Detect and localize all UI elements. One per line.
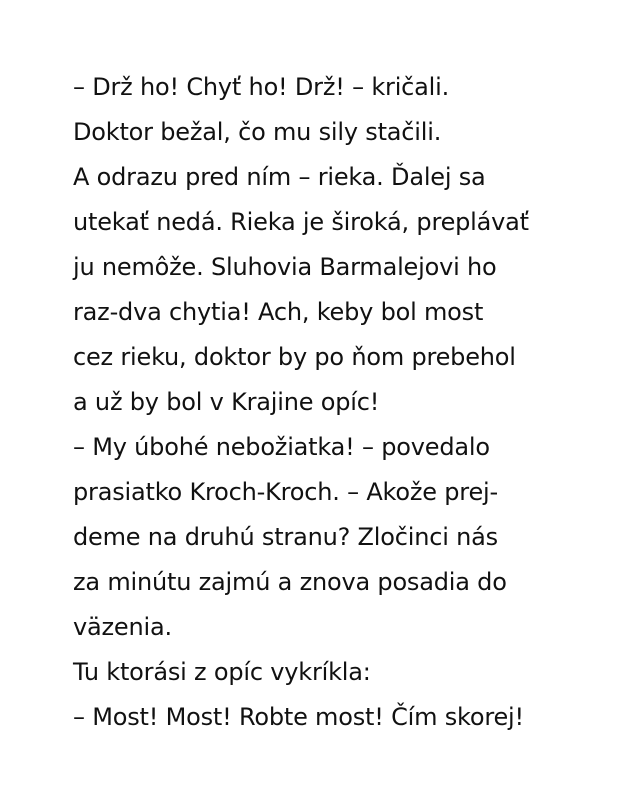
text-line: ju nemôže. Sluhovia Barmalejovi ho <box>73 253 497 281</box>
story-text <box>73 65 633 740</box>
text-line: A odrazu pred ním – rieka. Ďalej sa <box>73 163 486 191</box>
text-line: cez rieku, doktor by po ňom prebehol <box>73 343 516 371</box>
text-line: prasiatko Kroch-Kroch. – Akože prej- <box>73 478 498 506</box>
text-line: a už by bol v Krajine opíc! <box>73 388 380 416</box>
text-line: utekať nedá. Rieka je široká, preplávať <box>73 208 529 236</box>
text-line: deme na druhú stranu? Zločinci nás <box>73 523 498 551</box>
text-line: väzenia. <box>73 613 172 641</box>
text-line: – Drž ho! Chyť ho! Drž! – kričali. <box>73 73 450 101</box>
text-line: – Most! Most! Robte most! Čím skorej! <box>73 703 524 731</box>
text-line: – My úbohé nebožiatka! – povedalo <box>73 433 490 461</box>
text-line: Doktor bežal, čo mu sily stačili. <box>73 118 442 146</box>
text-line: za minútu zajmú a znova posadia do <box>73 568 507 596</box>
text-line: raz-dva chytia! Ach, keby bol most <box>73 298 484 326</box>
text-line: Tu ktorási z opíc vykríkla: <box>73 658 371 686</box>
